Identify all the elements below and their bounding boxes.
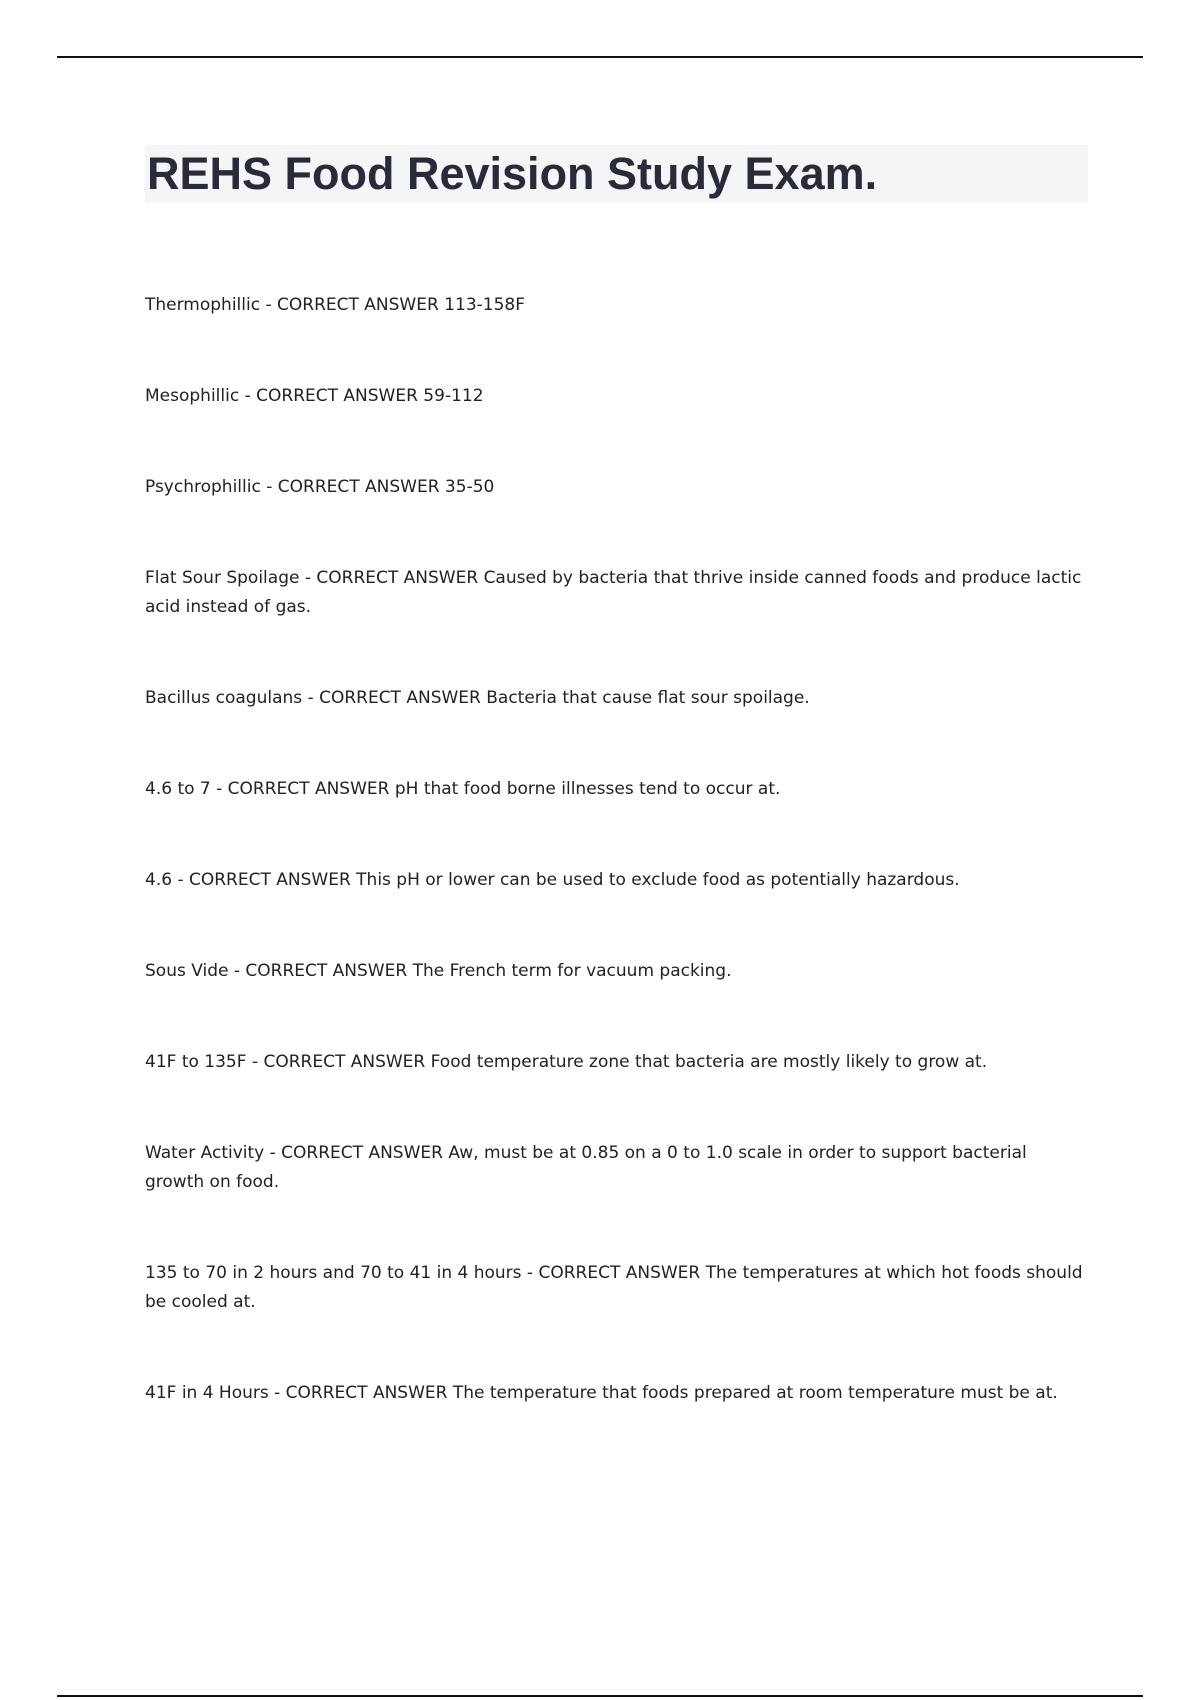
- top-rule: [57, 56, 1143, 58]
- qa-item: 41F to 135F - CORRECT ANSWER Food temperature zone that bacteria are mostly likely to grow at.: [145, 1052, 988, 1072]
- bottom-rule: [57, 1695, 1143, 1697]
- page-title: REHS Food Revision Study Exam.: [147, 148, 878, 199]
- title-banner: [145, 145, 1088, 202]
- qa-item: Sous Vide - CORRECT ANSWER The French term for vacuum packing.: [145, 961, 732, 981]
- qa-item: Psychrophillic - CORRECT ANSWER 35-50: [145, 477, 495, 497]
- qa-item: Thermophillic - CORRECT ANSWER 113-158F: [145, 295, 526, 315]
- qa-item: Mesophillic - CORRECT ANSWER 59-112: [145, 386, 484, 406]
- qa-item: 4.6 to 7 - CORRECT ANSWER pH that food borne illnesses tend to occur at.: [145, 779, 781, 799]
- qa-item: 135 to 70 in 2 hours and 70 to 41 in 4 hours - CORRECT ANSWER The temperatures at which hot foods should be cooled at.: [145, 1263, 1083, 1312]
- qa-item: 4.6 - CORRECT ANSWER This pH or lower can be used to exclude food as potentially hazardous.: [145, 870, 960, 890]
- qa-item: Water Activity - CORRECT ANSWER Aw, must be at 0.85 on a 0 to 1.0 scale in order to support bacterial growth on food.: [145, 1143, 1027, 1192]
- qa-item: 41F in 4 Hours - CORRECT ANSWER The temperature that foods prepared at room temperature must be at.: [145, 1383, 1058, 1403]
- qa-item: Bacillus coagulans - CORRECT ANSWER Bacteria that cause flat sour spoilage.: [145, 688, 810, 708]
- qa-item: Flat Sour Spoilage - CORRECT ANSWER Caused by bacteria that thrive inside canned foods and produce lactic acid instead of gas.: [145, 568, 1082, 617]
